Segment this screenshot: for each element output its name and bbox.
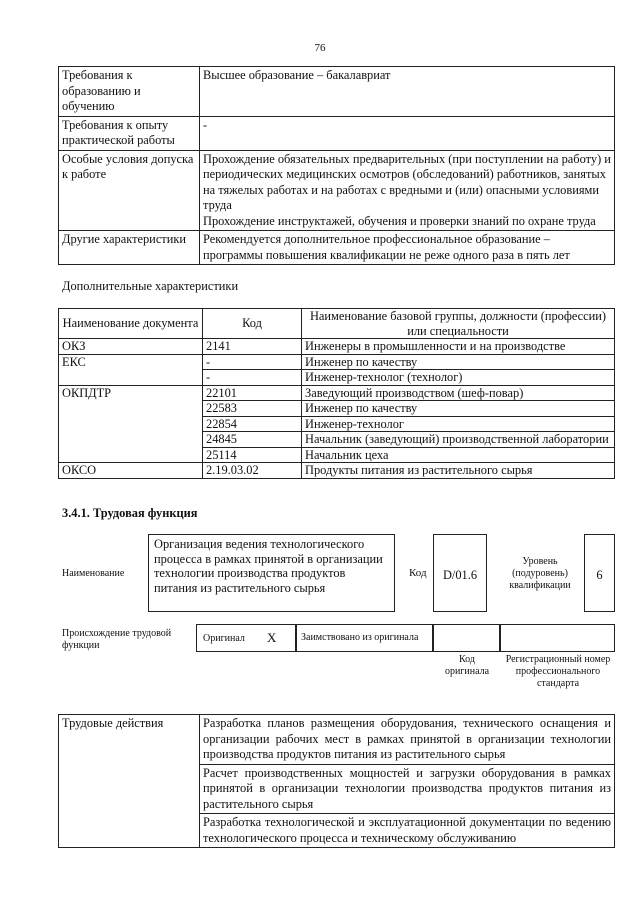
cell-code: - (203, 354, 302, 370)
additional-table (58, 308, 615, 479)
code-box (433, 534, 487, 612)
section-title: Дополнительные характеристики (62, 279, 239, 293)
labor-action-item: Расчет производственных мощностей и загрузки оборудования в рамках принятой в организации технологии производства продуктов питания из растительного сырья (200, 764, 615, 814)
labor-actions-label: Трудовые действия (59, 715, 200, 848)
borrowed-label: Заимствовано из оригинала (301, 632, 419, 643)
row-value: Рекомендуется дополнительное профессиональное образование – программы повышения квалификации не реже одного раза в пять лет (200, 231, 615, 265)
row-value: - (200, 116, 615, 150)
cell-name: Продукты питания из растительного сырья (302, 463, 615, 479)
table-header-row (59, 309, 615, 339)
cell-name: Начальник цеха (302, 447, 615, 463)
reg-number-box (500, 624, 615, 652)
table-row (59, 339, 615, 355)
header-doc: Наименование документа (59, 309, 203, 339)
cell-code: 22854 (203, 416, 302, 432)
table-row (59, 67, 615, 117)
labor-actions-table (58, 714, 615, 848)
code-label: Код (409, 567, 427, 579)
cell-name: Инженер-технолог (302, 416, 615, 432)
level-label: Уровень (подуровень) квалификации (509, 556, 571, 591)
cell-name: Инженеры в промышленности и на производстве (302, 339, 615, 355)
page-number: 76 (314, 42, 326, 54)
function-name: Организация ведения технологического процесса в рамках принятой в организации технологии производства продуктов питания из растительного сырья (154, 537, 383, 595)
row-value: Прохождение обязательных предварительных (при поступлении на работу) и периодических медицинских осмотров (обследований) работников, занятых на тяжелых работах и на работах с вредными и (или) опасными условиями труда (203, 151, 611, 212)
cell-code: 22583 (203, 401, 302, 417)
original-mark: X (267, 630, 277, 645)
header-code: Код (203, 309, 302, 339)
borrowed-box (296, 624, 433, 652)
cell-code: 22101 (203, 385, 302, 401)
row-label: Особые условия допуска к работе (59, 150, 200, 231)
cell-name: Заведующий производством (шеф-повар) (302, 385, 615, 401)
code-original-caption: Код оригинала (444, 654, 490, 677)
row-value-cell (200, 150, 615, 231)
cell-doc: ОКЗ (59, 339, 203, 355)
table-row (59, 150, 615, 231)
cell-code: 24845 (203, 432, 302, 448)
cell-code: - (203, 370, 302, 386)
labor-action-item: Разработка технологической и эксплуатационной документации по ведению технологического процесса и техническому обслуживанию (200, 814, 615, 848)
table-row (59, 354, 615, 370)
table-row (59, 231, 615, 265)
cell-doc: ОКСО (59, 463, 203, 479)
table-row (59, 463, 615, 479)
name-label: Наименование (62, 568, 125, 579)
reg-number-caption: Регистрационный номер профессионального стандарта (505, 654, 611, 689)
code-value: D/01.6 (442, 568, 478, 582)
table-row (59, 385, 615, 401)
cell-name: Инженер-технолог (технолог) (302, 370, 615, 386)
labor-action-item: Разработка планов размещения оборудования, технического оснащения и организации рабочих мест в рамках принятой в организации технологии производства продуктов питания из растительного сырья (200, 715, 615, 765)
cell-doc: ОКПДТР (59, 385, 203, 463)
table-row (59, 116, 615, 150)
header-name: Наименование базовой группы, должности (профессии) или специальности (302, 309, 615, 339)
original-box (196, 624, 296, 652)
cell-name: Инженер по качеству (302, 401, 615, 417)
level-box (584, 534, 615, 612)
function-name-box (148, 534, 395, 612)
row-value: Высшее образование – бакалавриат (200, 67, 615, 117)
row-label: Другие характеристики (59, 231, 200, 265)
cell-name: Инженер по качеству (302, 354, 615, 370)
code-original-box (433, 624, 500, 652)
cell-code: 25114 (203, 447, 302, 463)
cell-name: Начальник (заведующий) производственной лаборатории (302, 432, 615, 448)
level-value: 6 (596, 568, 603, 582)
row-value-2: Прохождение инструктажей, обучения и проверки знаний по охране труда (203, 213, 596, 228)
row-label: Требования к образованию и обучению (59, 67, 200, 117)
original-label: Оригинал (203, 633, 245, 644)
requirements-table (58, 66, 615, 265)
cell-code: 2141 (203, 339, 302, 355)
table-row (59, 715, 615, 765)
cell-doc: ЕКС (59, 354, 203, 385)
cell-code: 2.19.03.02 (203, 463, 302, 479)
row-label: Требования к опыту практической работы (59, 116, 200, 150)
function-heading: 3.4.1. Трудовая функция (62, 506, 198, 520)
origin-label: Происхождение трудовой функции (62, 628, 172, 651)
